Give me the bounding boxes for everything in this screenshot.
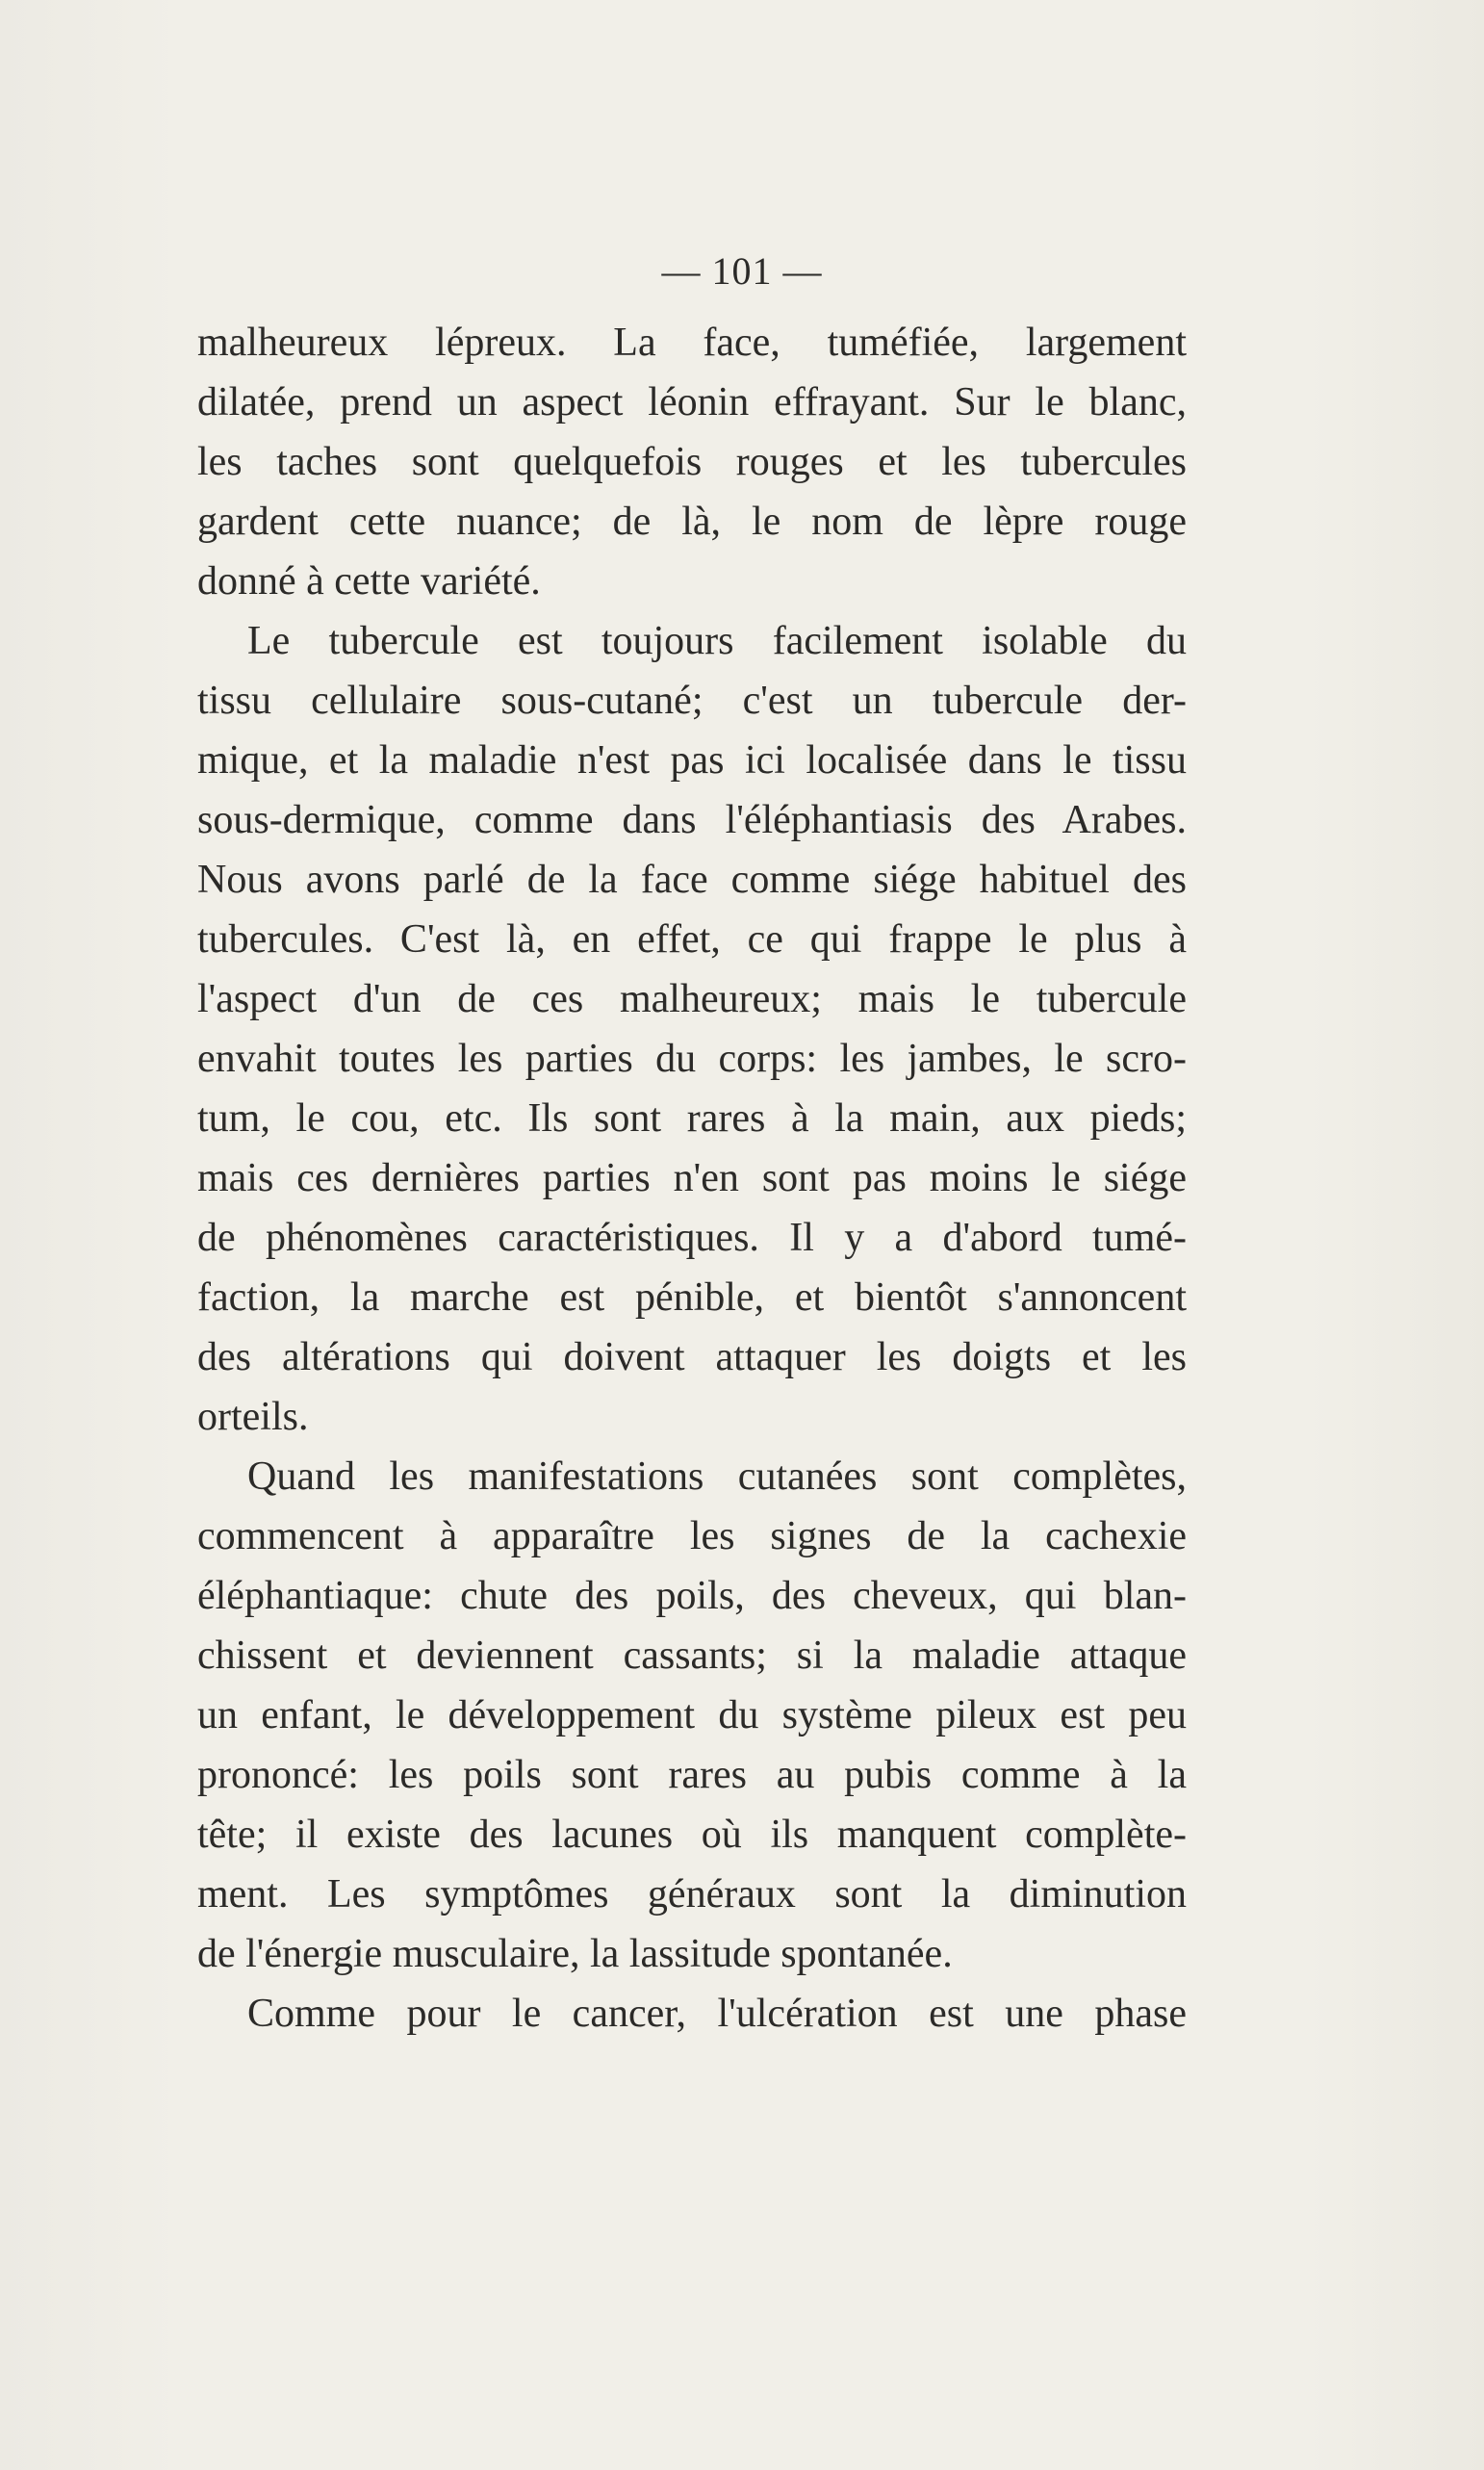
text-line: faction, la marche est pénible, et bientôt s'annoncent: [197, 1275, 1187, 1320]
text-line: malheureux lépreux. La face, tuméfiée, largement: [197, 321, 1187, 365]
text-line: les taches sont quelquefois rouges et les tubercules: [197, 440, 1187, 484]
page-number: — 101 —: [661, 249, 823, 293]
text-line: des altérations qui doivent attaquer les doigts et les: [197, 1335, 1187, 1379]
text-line: prononcé: les poils sont rares au pubis comme à la: [197, 1753, 1187, 1797]
text-line: orteils.: [197, 1395, 309, 1439]
text-line: un enfant, le développement du système pileux est peu: [197, 1693, 1187, 1737]
paragraph: [197, 1984, 1187, 2044]
text-line: Quand les manifestations cutanées sont complètes,: [247, 1454, 1187, 1499]
paragraph: [197, 1447, 1187, 1984]
text-line: de l'énergie musculaire, la lassitude spontanée.: [197, 1932, 953, 1976]
text-line: éléphantiaque: chute des poils, des cheveux, qui blan-: [197, 1574, 1187, 1618]
text-line: tissu cellulaire sous-cutané; c'est un tubercule der-: [197, 679, 1187, 723]
text-line: commencent à apparaître les signes de la cachexie: [197, 1514, 1187, 1558]
text-line: tubercules. C'est là, en effet, ce qui frappe le plus à: [197, 917, 1187, 962]
body-text: [197, 313, 1187, 2044]
text-line: Comme pour le cancer, l'ulcération est une phase: [247, 1992, 1187, 2036]
text-line: dilatée, prend un aspect léonin effrayant. Sur le blanc,: [197, 380, 1187, 425]
paragraph: [197, 611, 1187, 1447]
text-line: mique, et la maladie n'est pas ici localisée dans le tissu: [197, 738, 1187, 783]
text-line: sous-dermique, comme dans l'éléphantiasis des Arabes.: [197, 798, 1187, 842]
text-line: Le tubercule est toujours facilement isolable du: [247, 619, 1187, 663]
text-line: donné à cette variété.: [197, 559, 541, 604]
text-line: tête; il existe des lacunes où ils manquent complète-: [197, 1813, 1187, 1857]
text-line: tum, le cou, etc. Ils sont rares à la main, aux pieds;: [197, 1096, 1187, 1141]
text-line: l'aspect d'un de ces malheureux; mais le tubercule: [197, 977, 1187, 1021]
text-line: chissent et deviennent cassants; si la maladie attaque: [197, 1634, 1187, 1678]
text-line: de phénomènes caractéristiques. Il y a d'abord tumé-: [197, 1216, 1187, 1260]
text-line: envahit toutes les parties du corps: les jambes, le scro-: [197, 1037, 1187, 1081]
paragraph: [197, 313, 1187, 611]
text-line: ment. Les symptômes généraux sont la diminution: [197, 1872, 1187, 1917]
text-line: Nous avons parlé de la face comme siége habituel des: [197, 858, 1187, 902]
text-line: gardent cette nuance; de là, le nom de lèpre rouge: [197, 500, 1187, 544]
text-line: mais ces dernières parties n'en sont pas moins le siége: [197, 1156, 1187, 1200]
